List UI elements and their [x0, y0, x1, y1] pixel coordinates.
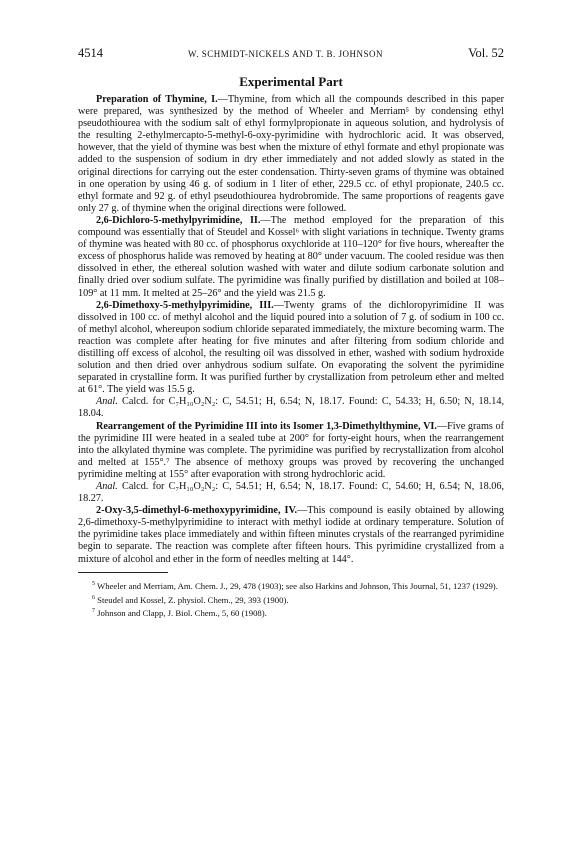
analysis-label: Anal. — [96, 481, 118, 492]
footnote — [78, 593, 504, 606]
run-in-heading: 2-Oxy-3,5-dimethyl-6-methoxypyrimidine, IV. — [96, 505, 298, 517]
paragraph-thymine — [78, 94, 504, 215]
footnote — [78, 579, 504, 592]
footnote-text: Johnson and Clapp, J. Biol. Chem., 5, 60 (1908). — [97, 608, 267, 619]
footnote-mark: 7 — [92, 608, 95, 615]
analysis-values: Calcd. for C₇H₁₀O₂N₂: C, 54.51; H, 6.54; N, 18.17. Found: C, 54.60; H, 6.54; N, 18.06, 18.27. — [78, 481, 504, 505]
footnotes — [78, 579, 504, 620]
paragraph-text: —The method employed for the preparation of this compound was essentially that of Steudel and Kossel⁶ with slight variations in technique. Twenty grams of thymine was heated with 80 cc. of phosphorus oxychloride at 110–120° for five hours, whereafter the excess of phosphorus halide was removed by heating at 80° under vacuum. The cooled residue was then dissolved in ether, the ethereal solution washed with water and dilute sodium carbonate solution and finally dried over sodium sulfate. The pyrimidine was finally purified by distillation and boiled at 108–109° at 11 mm. It melted at 25–26° and the yield was 21.5 g. — [78, 214, 504, 299]
paragraph-oxy-dimethyl — [78, 505, 504, 565]
footnote-mark: 5 — [92, 580, 95, 587]
paragraph-dichloro — [78, 215, 504, 300]
footnote-mark: 6 — [92, 594, 95, 601]
footnote-text: Steudel and Kossel, Z. physiol. Chem., 29, 393 (1900). — [97, 594, 289, 605]
paragraph-rearrangement — [78, 421, 504, 481]
run-in-heading: 2,6-Dichloro-5-methylpyrimidine, II. — [96, 214, 261, 226]
analysis-values: Calcd. for C₇H₁₀O₂N₂: C, 54.51; H, 6.54; N, 18.17. Found: C, 54.33; H, 6.50; N, 18.14, 18.04. — [78, 396, 504, 420]
body-text — [78, 94, 504, 566]
footnote — [78, 606, 504, 619]
analysis-line — [78, 481, 504, 505]
journal-page — [78, 46, 504, 620]
paragraph-text: —This compound is easily obtained by allowing 2,6-dimethoxy-5-methylpyrimidine to interact with methyl iodide at ordinary temperature. Solution of the pyrimidine takes place immediately and within fifteen minutes crystals of the rearranged pyrimidine begin to separate. The reaction was complete after fifteen hours. This pyrimidine crystallized from a mixture of alcohol and ether in the form of needles melting at 144°. — [78, 505, 504, 565]
footnote-text: Wheeler and Merriam, Am. Chem. J., 29, 478 (1903); see also Harkins and Johnson, This Journal, 51, 1237 (1929). — [97, 580, 498, 591]
page-number: 4514 — [78, 46, 103, 60]
analysis-label: Anal. — [96, 396, 118, 408]
run-in-heading: Preparation of Thymine, I. — [96, 94, 218, 105]
run-in-heading: Rearrangement of the Pyrimidine III into its Isomer 1,3-Dimethylthymine, VI. — [96, 420, 437, 432]
running-header — [78, 46, 504, 66]
paragraph-text: —Twenty grams of the dichloropyrimidine II was dissolved in 100 cc. of methyl alcohol and the liquid poured into a solution of 7 g. of sodium in 100 cc. of methyl alcohol, whereupon sodium chloride separated immediately, the mixture becoming warm. The reaction was complete after heating for five minutes and after filtering from sodium chloride and distilling off excess of alcohol, the resulting oil was dissolved in ether, washed with sodium hydroxide solution and then dried over anhydrous sodium sulfate. On evaporating the solvent the pyrimidine separated in crystalline form. It was purified further by crystallization from petroleum ether and melted at 61°. The yield was 15.5 g. — [78, 299, 504, 396]
running-authors: W. SCHMIDT-NICKELS AND T. B. JOHNSON — [188, 49, 384, 59]
paragraph-text: —Thymine, from which all the compounds described in this paper were prepared, was synthesized by the method of Wheeler and Merriam⁵ by condensing ethyl pseudothiourea with the sodium salt of ethyl formylpropionate in aqueous solution, and hydrolysis of the resulting 2-ethylmercapto-5-methyl-6-oxy-pyrimidine with hydrochloric acid. It was observed, however, that the yield of thymine was best when the mixture of ethyl formate and ethyl propionate was added to the suspension of sodium in dry ether immediately and not added slowly as stated in the original directions for carrying out the ester condensation. Thirty-seven grams of thymine was obtained in one operation by using 46 g. of sodium in 1 liter of ether, 229.5 cc. of ethyl propionate, 240.5 cc. ethyl formate and 92 g. of ethyl pseudothiourea hydrobromide. The same proportions of reagents gave only 27 g. of thymine when the original directions were followed. — [78, 94, 505, 214]
volume-label: Vol. 52 — [468, 46, 504, 60]
section-title: Experimental Part — [239, 74, 343, 89]
run-in-heading: 2,6-Dimethoxy-5-methylpyrimidine, III. — [96, 299, 274, 311]
footnote-divider — [78, 572, 168, 573]
paragraph-dimethoxy — [78, 300, 504, 397]
paragraph-text: —Five grams of the pyrimidine III were heated in a sealed tube at 200° for forty-eight hours, when the rearrangement into the alkylated thymine was complete. The pyrimidine was purified by recrystallization from alcohol and melted at 155°.⁷ The absence of methoxy groups was proved by recovering the unchanged pyrimidine melting at 155° after evaporation with strong hydrochloric acid. — [78, 420, 504, 480]
analysis-line — [78, 396, 504, 420]
